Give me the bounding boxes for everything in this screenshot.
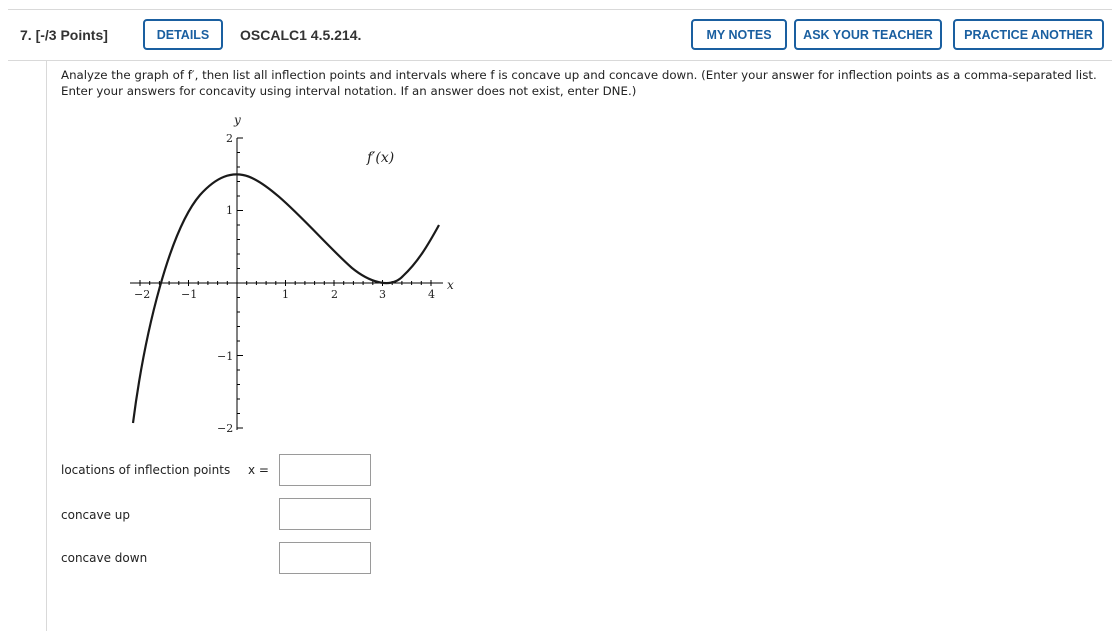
y-tick-label: 2 [226,132,233,145]
x-tick-label: 4 [428,288,435,301]
inflection-points-input[interactable] [279,454,371,486]
curve-label: f′(x) [367,150,395,166]
ask-your-teacher-button[interactable]: ASK YOUR TEACHER [794,19,942,50]
y-axis-label: y [234,113,241,127]
y-tick-label: 1 [226,204,233,217]
question-number: 7. [-/3 Points] [20,27,108,43]
x-tick-label: −1 [181,288,198,301]
x-axis-label: x [447,278,454,292]
x-tick-label: 3 [379,288,386,301]
y-tick-label: −1 [217,350,234,363]
concave-down-input[interactable] [279,542,371,574]
question-prompt: Analyze the graph of f′, then list all inflection points and intervals where f is concave up and concave down. (Enter your answer for inflection points as a comma-separated list. Enter your answers for concavity using interval notation. If an answer does not exist, enter DNE.) [61,68,1097,98]
x-tick-label: −2 [134,288,151,301]
practice-another-button[interactable]: PRACTICE ANOTHER [953,19,1104,50]
y-tick-label: −2 [217,422,234,435]
concave-down-label: concave down [61,551,148,565]
details-button[interactable]: DETAILS [143,19,223,50]
x-tick-label: 2 [331,288,338,301]
x-equals-label: x = [248,463,269,477]
concave-up-input[interactable] [279,498,371,530]
inflection-points-label: locations of inflection points [61,463,231,477]
problem-code: OSCALC1 4.5.214. [240,27,362,43]
concave-up-label: concave up [61,508,131,522]
x-tick-label: 1 [282,288,289,301]
my-notes-button[interactable]: MY NOTES [691,19,787,50]
